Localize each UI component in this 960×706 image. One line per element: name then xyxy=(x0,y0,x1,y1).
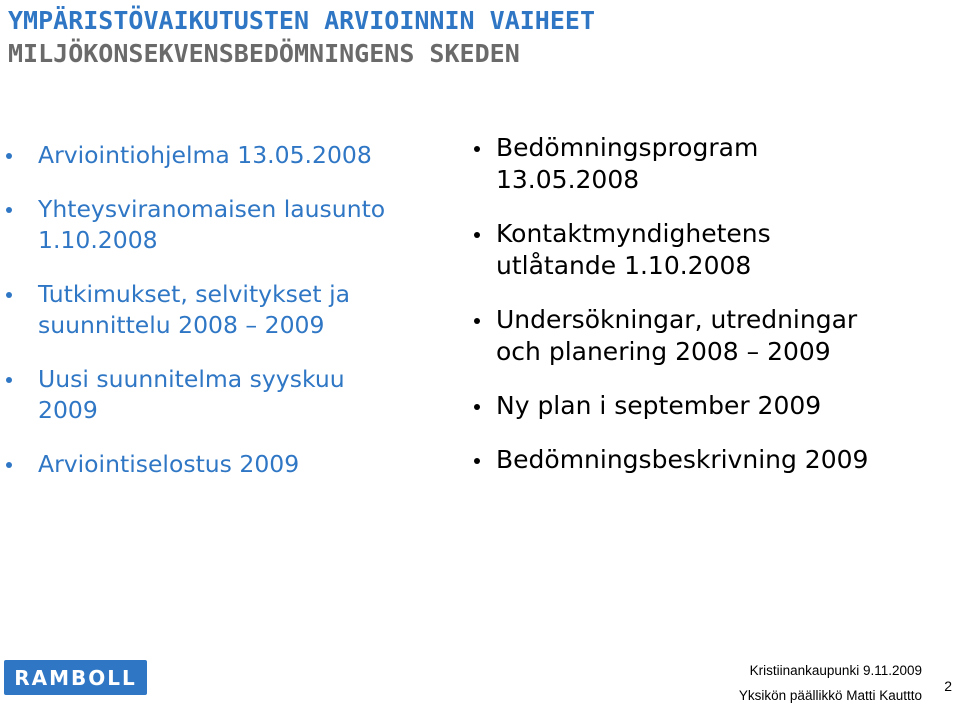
slide-title-swedish: MILJÖKONSEKVENSBEDÖMNINGENS SKEDEN xyxy=(8,39,520,68)
finnish-bullet-item xyxy=(0,279,450,341)
bullet-line: Kontaktmyndighetens xyxy=(496,219,771,248)
swedish-bullet-item xyxy=(470,444,950,476)
slide-title-finnish: YMPÄRISTÖVAIKUTUSTEN ARVIOINNIN VAIHEET xyxy=(8,6,595,35)
swedish-bullet-list xyxy=(470,132,950,498)
bullet-dot-icon xyxy=(474,146,480,152)
bullet-line: Bedömningsprogram xyxy=(496,133,759,162)
bullet-line: suunnittelu 2008 – 2009 xyxy=(38,311,325,339)
bullet-dot-icon xyxy=(6,462,12,468)
finnish-bullet-item xyxy=(0,449,450,480)
finnish-bullet-item xyxy=(0,194,450,256)
bullet-line: 2009 xyxy=(38,396,98,424)
bullet-dot-icon xyxy=(474,404,480,410)
footer-unit-manager: Yksikön päällikkö Matti Kauttto xyxy=(738,688,922,703)
bullet-line: Tutkimukset, selvitykset ja xyxy=(38,280,350,308)
bullet-line: Arviointiselostus 2009 xyxy=(38,450,300,478)
swedish-bullet-item xyxy=(470,132,950,196)
bullet-line: 1.10.2008 xyxy=(38,226,158,254)
bullet-dot-icon xyxy=(474,458,480,464)
bullet-line: och planering 2008 – 2009 xyxy=(496,337,831,366)
bullet-dot-icon xyxy=(6,153,12,159)
swedish-bullet-item xyxy=(470,218,950,282)
bullet-line: utlåtande 1.10.2008 xyxy=(496,251,752,280)
bullet-dot-icon xyxy=(6,377,12,383)
page-number: 2 xyxy=(944,678,952,694)
ramboll-logo xyxy=(4,660,147,695)
swedish-bullet-item xyxy=(470,390,950,422)
bullet-line: 13.05.2008 xyxy=(496,165,640,194)
logo-text: RAMBOLL xyxy=(14,665,137,690)
finnish-bullet-list xyxy=(0,140,450,503)
footer-location-date: Kristiinankaupunki 9.11.2009 xyxy=(749,663,922,678)
bullet-dot-icon xyxy=(6,292,12,298)
bullet-dot-icon xyxy=(6,207,12,213)
finnish-bullet-item xyxy=(0,364,450,426)
finnish-bullet-item xyxy=(0,140,450,171)
bullet-dot-icon xyxy=(474,232,480,238)
bullet-line: Uusi suunnitelma syyskuu xyxy=(38,365,345,393)
bullet-line: Bedömningsbeskrivning 2009 xyxy=(496,445,869,474)
bullet-line: Undersökningar, utredningar xyxy=(496,305,858,334)
bullet-line: Ny plan i september 2009 xyxy=(496,391,822,420)
bullet-line: Yhteysviranomaisen lausunto xyxy=(38,195,386,223)
swedish-bullet-item xyxy=(470,304,950,368)
bullet-line: Arviointiohjelma 13.05.2008 xyxy=(38,141,372,169)
bullet-dot-icon xyxy=(474,318,480,324)
